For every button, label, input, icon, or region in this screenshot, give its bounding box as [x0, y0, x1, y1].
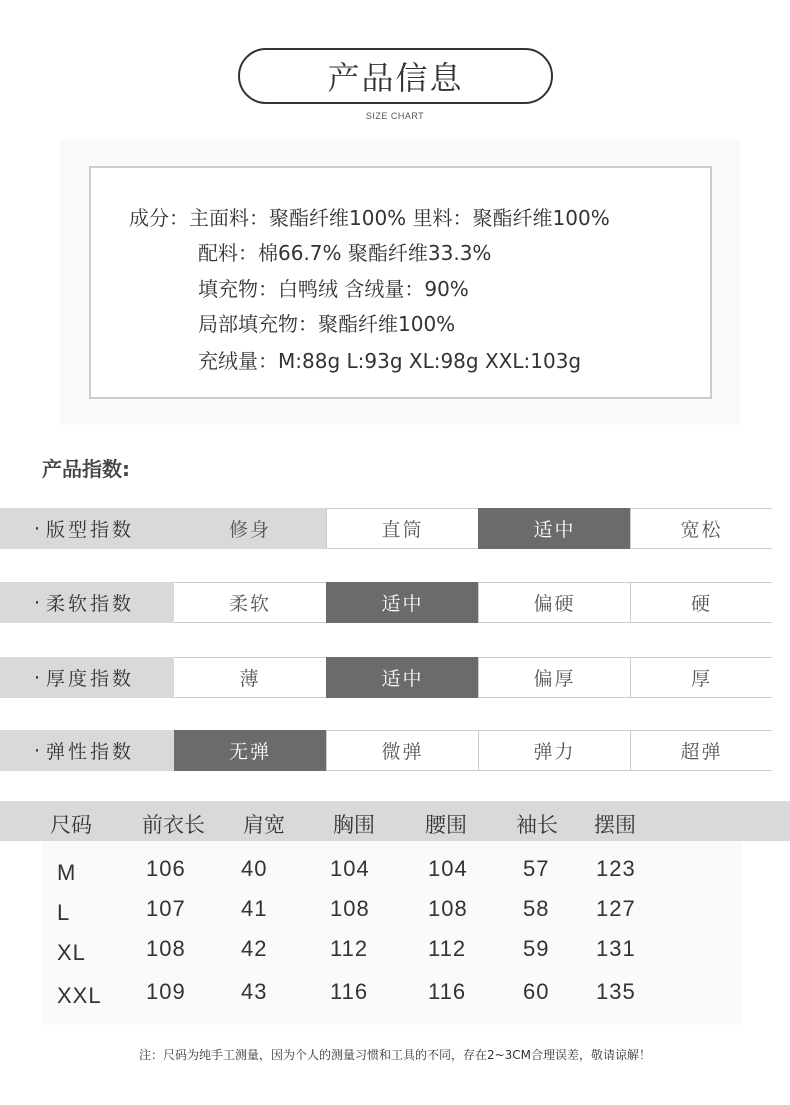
index-option: 硬	[630, 582, 772, 623]
measurement-note: 注：尺码为纯手工测量，因为个人的测量习惯和工具的不同，存在2~3CM合理误差，敬请谅解！	[138, 1048, 652, 1062]
size-value-cell: 43	[241, 979, 268, 1004]
size-table-header-cell: 前衣长	[142, 813, 205, 837]
size-table-header-cell: 腰围	[425, 813, 467, 837]
index-row	[0, 508, 772, 549]
size-value-cell: 58	[523, 896, 550, 921]
index-option: 直筒	[326, 508, 478, 549]
size-value-cell: 57	[523, 856, 550, 881]
size-value-cell: 127	[596, 896, 636, 921]
size-label-cell: XL	[57, 940, 86, 965]
size-table-header-cell: 尺码	[50, 813, 92, 837]
size-table-header-cell: 摆围	[594, 813, 636, 837]
size-table-header-cell: 肩宽	[243, 813, 285, 837]
size-value-cell: 131	[596, 936, 636, 961]
size-value-cell: 123	[596, 856, 636, 881]
size-value-cell: 106	[146, 856, 186, 881]
index-option: 薄	[174, 657, 326, 698]
size-value-cell: 116	[428, 979, 467, 1004]
size-value-cell: 109	[146, 979, 186, 1004]
index-option-selected: 适中	[478, 508, 630, 549]
composition-line: 成分：主面料：聚酯纤维100% 里料：聚酯纤维100%	[129, 206, 610, 230]
index-option: 微弹	[326, 730, 478, 771]
size-value-cell: 59	[523, 936, 550, 961]
index-row-label-text: 弹性指数	[46, 741, 135, 763]
index-row-label	[0, 657, 174, 698]
size-label-cell: XXL	[57, 983, 102, 1008]
size-label-cell: L	[57, 900, 71, 925]
page-title: 产品信息	[238, 48, 553, 104]
index-row-label-text: 柔软指数	[46, 593, 135, 615]
index-row	[0, 582, 772, 623]
size-value-cell: 42	[241, 936, 268, 961]
size-table-header-cell: 胸围	[333, 813, 375, 837]
size-value-cell: 60	[523, 979, 550, 1004]
size-value-cell: 107	[146, 896, 186, 921]
index-row-label	[0, 730, 174, 771]
index-row-label-text: 厚度指数	[46, 668, 135, 690]
index-option: 厚	[630, 657, 772, 698]
size-value-cell: 41	[241, 896, 268, 921]
bullet-dot: ·	[34, 591, 41, 614]
index-row	[0, 657, 772, 698]
bullet-dot: ·	[34, 739, 41, 762]
composition-line: 局部填充物：聚酯纤维100%	[198, 312, 456, 336]
index-row	[0, 730, 772, 771]
indices-title: 产品指数:	[42, 457, 130, 481]
size-value-cell: 108	[146, 936, 186, 961]
size-table-header-cell: 袖长	[516, 813, 558, 837]
size-value-cell: 104	[428, 856, 468, 881]
index-option-selected: 适中	[326, 582, 478, 623]
size-table-header	[0, 801, 790, 841]
composition-line: 充绒量：M:88g L:93g XL:98g XXL:103g	[198, 349, 582, 373]
size-value-cell: 108	[428, 896, 468, 921]
size-value-cell: 104	[330, 856, 370, 881]
page-subtitle: SIZE CHART	[365, 111, 425, 121]
index-option: 偏硬	[478, 582, 630, 623]
composition-line: 填充物：白鸭绒 含绒量：90%	[198, 277, 469, 301]
bullet-dot: ·	[34, 517, 41, 540]
index-option: 修身	[174, 508, 326, 549]
index-option: 柔软	[174, 582, 326, 623]
index-option: 宽松	[630, 508, 772, 549]
size-value-cell: 135	[596, 979, 636, 1004]
index-option-selected: 无弹	[174, 730, 326, 771]
index-option: 偏厚	[478, 657, 630, 698]
size-value-cell: 108	[330, 896, 370, 921]
index-row-label	[0, 508, 174, 549]
size-label-cell: M	[57, 860, 77, 885]
index-row-label-text: 版型指数	[46, 519, 135, 541]
size-value-cell: 116	[330, 979, 369, 1004]
index-option: 弹力	[478, 730, 630, 771]
size-value-cell: 40	[241, 856, 268, 881]
index-row-label	[0, 582, 174, 623]
bullet-dot: ·	[34, 666, 41, 689]
size-value-cell: 112	[330, 936, 369, 961]
size-value-cell: 112	[428, 936, 467, 961]
index-option-selected: 适中	[326, 657, 478, 698]
index-option: 超弹	[630, 730, 772, 771]
composition-line: 配料：棉66.7% 聚酯纤维33.3%	[198, 241, 492, 265]
